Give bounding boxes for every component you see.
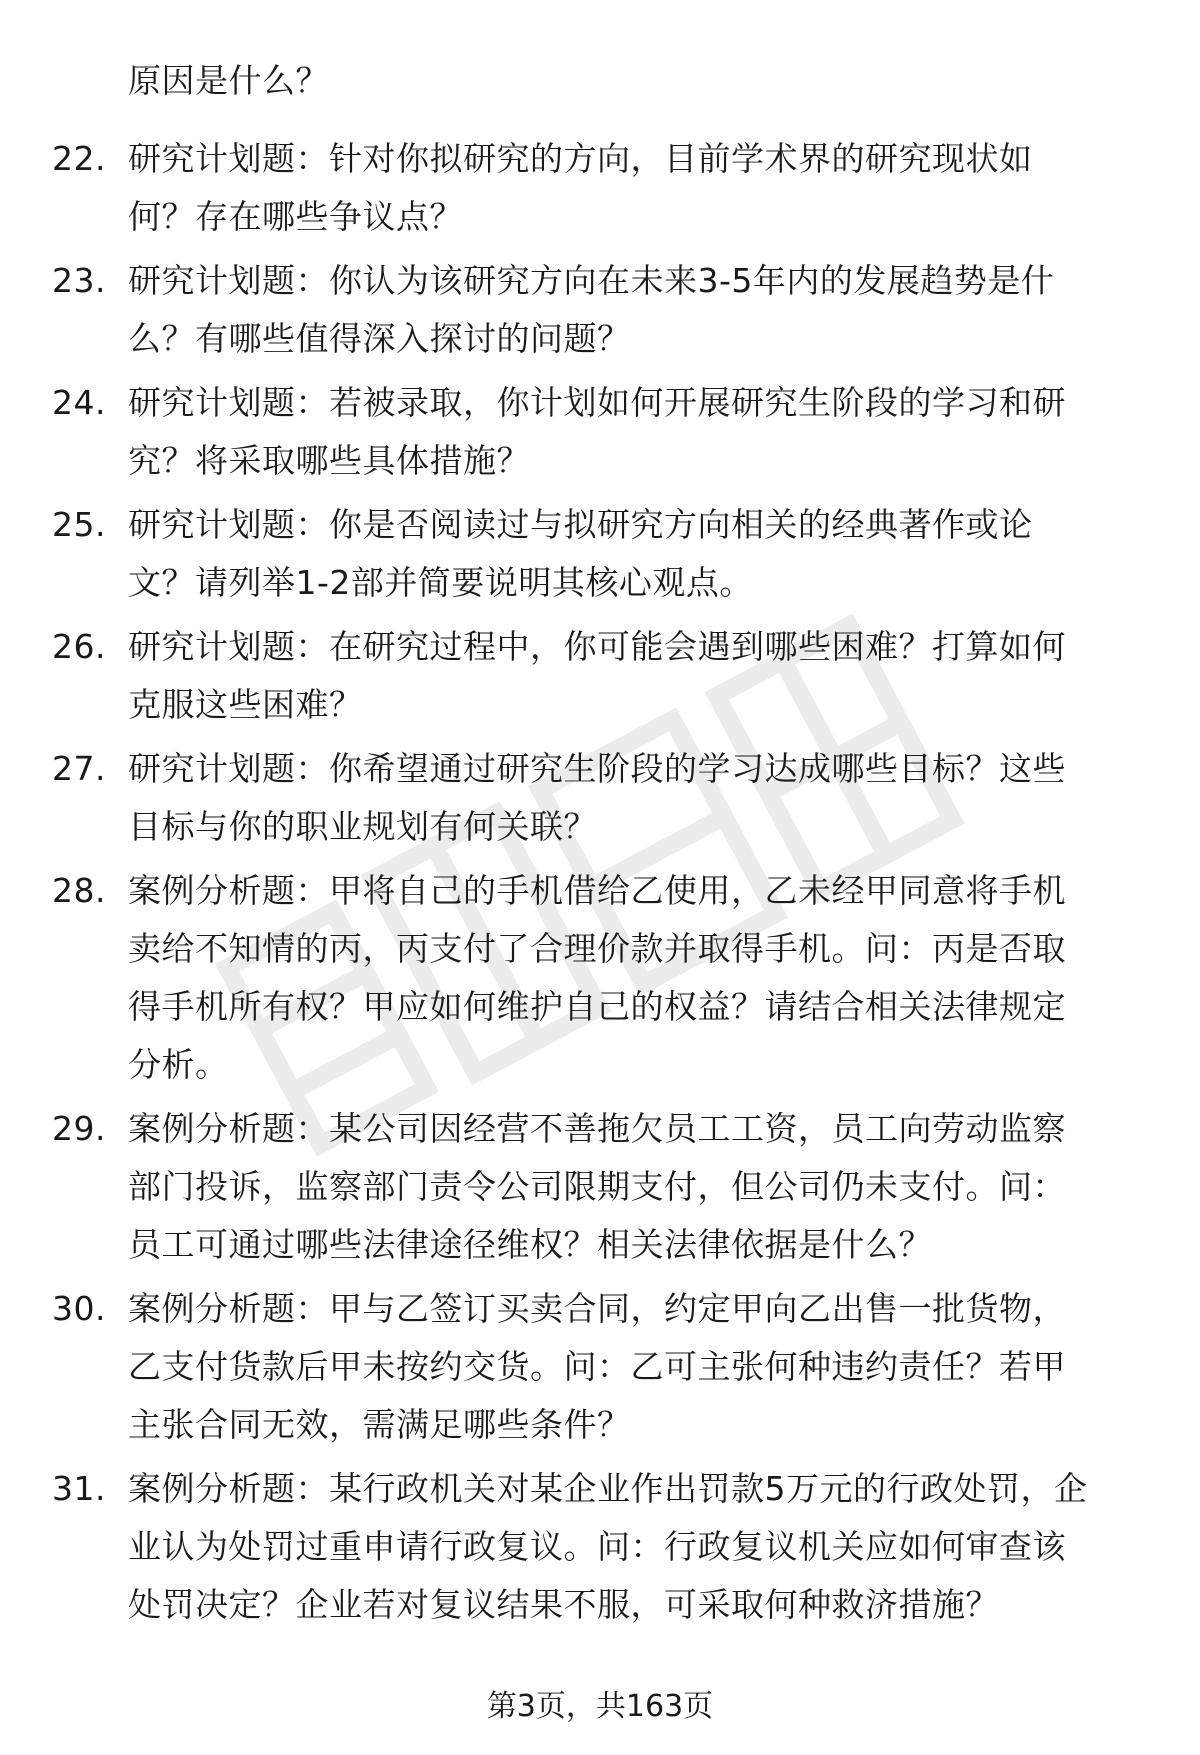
- item-number: 24.: [52, 383, 106, 422]
- item-text: [128, 862, 1138, 1094]
- item-line: 乙支付货款后甲未按约交货。问：乙可主张何种违约责任？若甲: [128, 1347, 1066, 1386]
- item-text: [128, 740, 1138, 856]
- item-line: 目标与你的职业规划有何关联？: [128, 807, 597, 846]
- item-line: 卖给不知情的丙，丙支付了合理价款并取得手机。问：丙是否取: [128, 929, 1066, 968]
- item-number: 30.: [52, 1289, 106, 1328]
- item-text: [128, 1280, 1138, 1454]
- item-number: 23.: [52, 261, 106, 300]
- page-footer: 第3页，共163页: [486, 1689, 714, 1724]
- item-number: 29.: [52, 1109, 106, 1148]
- item-text: [128, 496, 1138, 612]
- item-line: 分析。: [128, 1045, 229, 1084]
- item-number: 31.: [52, 1469, 106, 1508]
- item-line: 部门投诉，监察部门责令公司限期支付，但公司仍未支付。问：: [128, 1167, 1066, 1206]
- item-line: 业认为处罚过重申请行政复议。问：行政复议机关应如何审查该: [128, 1527, 1066, 1566]
- item-line: 克服这些困难？: [128, 685, 363, 724]
- item-line: 主张合同无效，需满足哪些条件？: [128, 1405, 631, 1444]
- item-line: 研究计划题：针对你拟研究的方向，目前学术界的研究现状如: [128, 139, 1033, 178]
- item-line: 究？将采取哪些具体措施？: [128, 441, 530, 480]
- item-number: 22.: [52, 139, 106, 178]
- item-line: 得手机所有权？甲应如何维护自己的权益？请结合相关法律规定: [128, 987, 1066, 1026]
- continuation-text: 原因是什么？: [128, 61, 329, 100]
- item-number: 28.: [52, 871, 106, 910]
- item-line: 研究计划题：若被录取，你计划如何开展研究生阶段的学习和研: [128, 383, 1066, 422]
- item-line: 案例分析题：某公司因经营不善拖欠员工工资，员工向劳动监察: [128, 1109, 1066, 1148]
- item-number: 27.: [52, 749, 106, 788]
- item-line: 案例分析题：甲将自己的手机借给乙使用，乙未经甲同意将手机: [128, 871, 1066, 910]
- item-line: 么？有哪些值得深入探讨的问题？: [128, 319, 631, 358]
- item-number: 25.: [52, 505, 106, 544]
- item-line: 何？存在哪些争议点？: [128, 197, 463, 236]
- item-line: 研究计划题：你认为该研究方向在未来3-5年内的发展趋势是什: [128, 261, 1055, 300]
- item-text: [128, 1460, 1138, 1634]
- item-text: [128, 130, 1138, 246]
- item-text: [128, 618, 1138, 734]
- item-line: 案例分析题：某行政机关对某企业作出罚款5万元的行政处罚，企: [128, 1469, 1088, 1508]
- item-line: 案例分析题：甲与乙签订买卖合同，约定甲向乙出售一批货物，: [128, 1289, 1066, 1328]
- item-line: 文？请列举1-2部并简要说明其核心观点。: [128, 563, 753, 602]
- item-text: [128, 374, 1138, 490]
- item-line: 研究计划题：在研究过程中，你可能会遇到哪些困难？打算如何: [128, 627, 1066, 666]
- item-text: [128, 1100, 1138, 1274]
- item-text: [128, 252, 1138, 368]
- item-line: 处罚决定？企业若对复议结果不服，可采取何种救济措施？: [128, 1585, 999, 1624]
- item-line: 研究计划题：你希望通过研究生阶段的学习达成哪些目标？这些: [128, 749, 1066, 788]
- item-number: 26.: [52, 627, 106, 666]
- item-line: 研究计划题：你是否阅读过与拟研究方向相关的经典著作或论: [128, 505, 1033, 544]
- item-line: 员工可通过哪些法律途径维权？相关法律依据是什么？: [128, 1225, 932, 1264]
